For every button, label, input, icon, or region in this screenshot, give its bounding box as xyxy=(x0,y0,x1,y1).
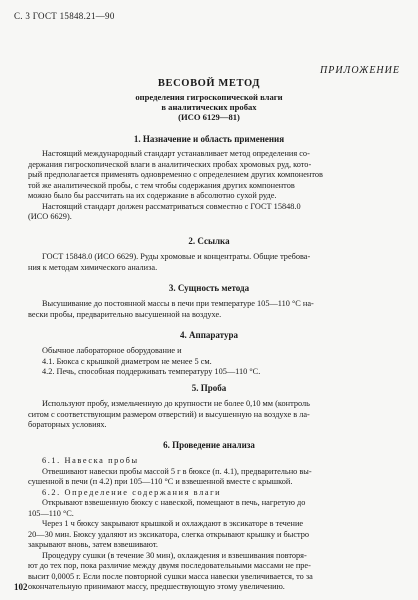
section-heading: 5. Проба xyxy=(191,383,227,393)
section-heading: 3. Сущность метода xyxy=(168,283,250,293)
text-line: можно было бы рассчитать на их содержание в абсолютно сухой руде. xyxy=(28,191,277,200)
text-line: бораторных условиях. xyxy=(28,420,107,429)
text-line: 4.2. Печь, способная поддерживать температуру 105—110 °С. xyxy=(42,367,261,376)
section-body xyxy=(28,252,412,273)
text-line: Высушивание до постоянной массы в печи при температуре 105—110 °С на- xyxy=(42,299,314,308)
text-line: 105—110 °С. xyxy=(28,508,74,518)
text-line: держания гигроскопической влаги в аналитических пробах хромовых руд, кото- xyxy=(28,159,312,169)
page-number: 102 xyxy=(14,582,28,592)
section-body xyxy=(28,399,412,431)
section-body xyxy=(28,456,412,593)
text-line: вески пробы, предварительно высушенной на воздухе. xyxy=(28,309,222,319)
section-body xyxy=(28,346,412,378)
subsection-heading: 6.2. Определение содержания влаги xyxy=(42,487,222,497)
document-title: ВЕСОВОЙ МЕТОД xyxy=(157,78,261,89)
section-heading: 1. Назначение и область применения xyxy=(133,134,285,144)
text-line: Обычное лабораторное оборудование и xyxy=(42,346,182,355)
section-heading: 2. Ссылка xyxy=(188,236,230,246)
subtitle-line: в аналитических пробах xyxy=(161,102,257,112)
text-line: 4.1. Бюкса с крышкой диаметром не менее 5 см. xyxy=(42,356,212,366)
text-line: рый предполагается применять одновременно с определением других компонентов xyxy=(28,170,323,179)
text-line: Используют пробу, измельченную до крупности не более 0,10 мм (контроль xyxy=(42,399,310,408)
text-line: 20—30 мин. Бюксу удаляют из эксикатора, слегка открывают крышку и быстро xyxy=(28,529,310,539)
section-body xyxy=(28,299,412,320)
subtitle-line: определения гигроскопической влаги xyxy=(135,92,283,102)
text-line: ния к методам химического анализа. xyxy=(28,262,158,272)
subsection-heading: 6.1. Навеска пробы xyxy=(42,456,139,465)
text-line: Через 1 ч бюксу закрывают крышкой и охлаждают в эксикаторе в течение xyxy=(42,519,304,528)
text-line: Настоящий стандарт должен рассматриваться совместно с ГОСТ 15848.0 xyxy=(42,201,301,211)
text-line: Процедуру сушки (в течение 30 мин), охлаждения и взвешивания повторя- xyxy=(42,550,307,560)
text-line: Отвешивают навески пробы массой 5 г в бюксе (п. 4.1), предварительно вы- xyxy=(42,466,312,476)
text-line: ситом с соответствующим размером отверстий) и высушенную на воздухе в ла- xyxy=(28,409,310,419)
text-line: (ИСО 6629). xyxy=(28,212,72,221)
text-line: окончательную принимают массу, предшествующую этому увеличению. xyxy=(28,582,285,591)
section-body xyxy=(28,149,412,223)
subtitle-line: (ИСО 6129—81) xyxy=(178,112,240,122)
text-line: закрывают вновь, затем взвешивают. xyxy=(28,540,158,549)
text-line: той же аналитической пробы, с тем чтобы содержания других компонентов xyxy=(28,180,295,190)
text-line: Открывают взвешенную бюксу с навеской, помещают в печь, нагретую до xyxy=(42,498,306,507)
document-subtitle xyxy=(0,92,418,122)
text-line: Настоящий международный стандарт устанавливает метод определения со- xyxy=(42,149,310,158)
section-heading: 6. Проведение анализа xyxy=(163,440,255,450)
text-line: высит 0,0005 г. Если после повторной сушки масса навески увеличивается, то за xyxy=(28,571,313,581)
appendix-label: ПРИЛОЖЕНИЕ xyxy=(320,65,400,76)
text-line: ГОСТ 15848.0 (ИСО 6629). Руды хромовые и концентраты. Общие требова- xyxy=(42,252,311,261)
text-line: сушенной в печи (п 4.2) при 105—110 °С и взвешенной вместе с крышкой. xyxy=(28,477,293,486)
section-heading: 4. Аппаратура xyxy=(180,330,238,340)
running-header: С. 3 ГОСТ 15848.21—90 xyxy=(14,11,115,21)
text-line: ют до тех пор, пока различие между двумя последовательными массами не пре- xyxy=(28,561,311,570)
